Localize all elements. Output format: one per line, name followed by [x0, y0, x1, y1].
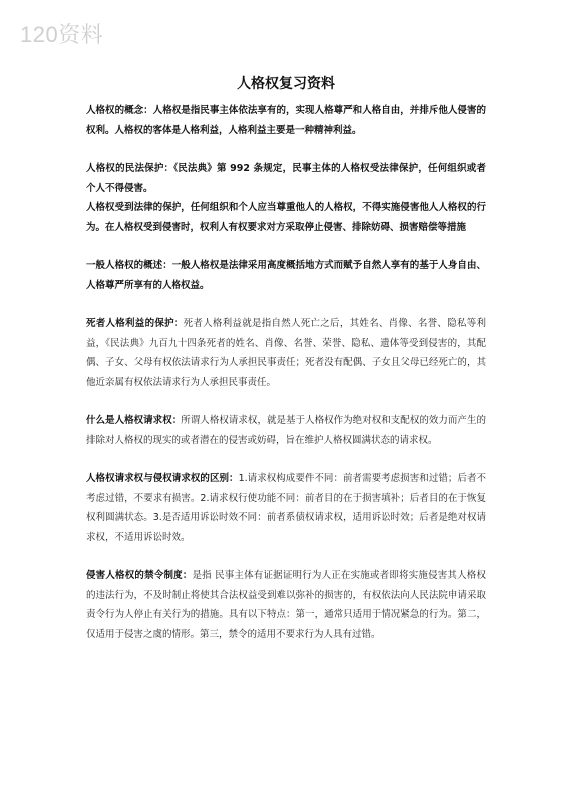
- section-heading: 人格权的概念：: [86, 105, 153, 116]
- section-heading: 人格权的民法保护：: [86, 163, 174, 174]
- paragraph-extra: 人格权受到法律的保护，任何组织和个人应当尊重他人的人格权，不得实施侵害他人人格权的行为。在人格权受到侵害时，权利人有权要求对方采取停止侵害、排除妨碍、损害赔偿等措施: [86, 202, 486, 233]
- section-text: 1.请求权构成要件不同：前者需要考虑损害和过错；后者不考虑过错，不要求有损害。2.请求权行使功能不同：前者目的在于损害填补；后者目的在于恢复权利圆满状态。3.是否适用诉讼时效不同：前者系债权请求权，适用诉讼时效；后者是绝对权请求权，不适用诉讼时效。: [86, 473, 486, 543]
- section-heading: 什么是人格权请求权：: [86, 415, 182, 426]
- section-text: 一般人格权是法律采用高度概括地方式而赋予自然人享有的基于人身自由、人格尊严所享有的人格权益。: [86, 260, 486, 291]
- section-heading: 一般人格权的概述：: [86, 260, 172, 271]
- paragraph: [86, 101, 486, 140]
- section-claim-difference: [86, 469, 486, 547]
- paragraph: [86, 256, 486, 295]
- section-claim-right: [86, 411, 486, 450]
- section-general-personality: [86, 256, 486, 295]
- section-civil-protection: [86, 159, 486, 237]
- watermark-logo: 120资料: [20, 22, 104, 47]
- section-injunction: [86, 566, 486, 644]
- section-text: 死者人格利益就是指自然人死亡之后，其姓名、肖像、名誉、隐私等利益，《民法典》九百九十四条死者的姓名、肖像、名誉、荣誉、隐私、遗体等受到侵害的，其配偶、子女、父母有权依法请求行为人承担民事责任；死者没有配偶、子女且父母已经死亡的，其他近亲属有权依法请求行为人承担民事责任。: [86, 318, 486, 388]
- paragraph: [86, 411, 486, 450]
- section-heading: 侵害人格权的禁令制度：: [86, 570, 193, 581]
- section-text: 所谓人格权请求权，就是基于人格权作为绝对权和支配权的效力而产生的排除对人格权的现实的或者潜在的侵害或妨碍，旨在维护人格权圆满状态的请求权。: [86, 415, 486, 446]
- section-text: 《民法典》第 992 条规定，民事主体的人格权受法律保护，任何组织或者个人不得侵害。: [86, 163, 486, 194]
- paragraph: [86, 566, 486, 644]
- section-heading: 人格权请求权与侵权请求权的区别：: [86, 473, 239, 484]
- section-text: 是指 民事主体有证据证明行为人正在实施或者即将实施侵害其人格权的违法行为，不及时制止将使其合法权益受到难以弥补的损害的，有权依法向人民法院申请采取责令行为人停止有关行为的措施。具有以下特点：第一，通常只适用于情况紧急的行为。第二，仅适用于侵害之虞的情形。第三，禁令的适用不要求行为人具有过错。: [86, 570, 486, 640]
- paragraph: [86, 314, 486, 392]
- paragraph: [86, 469, 486, 547]
- document-title: 人格权复习资料: [237, 76, 335, 92]
- section-text: 人格权是指民事主体依法享有的，实现人格尊严和人格自由，并排斥他人侵害的权利。人格权的客体是人格利益，人格利益主要是一种精神利益。: [86, 105, 486, 136]
- section-heading: 死者人格利益的保护：: [86, 318, 184, 329]
- section-deceased-interest: [86, 314, 486, 392]
- document-page: [86, 74, 486, 644]
- paragraph: [86, 159, 486, 198]
- section-concept: [86, 101, 486, 140]
